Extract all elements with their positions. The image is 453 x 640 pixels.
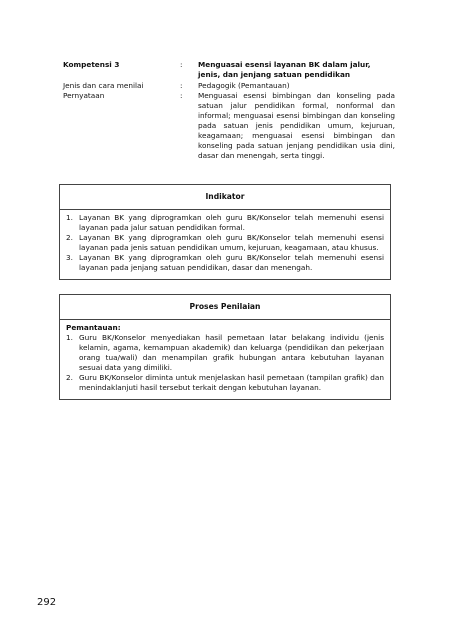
item-text: Guru BK/Konselor menyediakan hasil pemetaan latar belakang individu (jenis kelamin, agama, kemampuan akademik) dan keluarga (pendidikan dan pekerjaan orang tua/wali) dan menampilan grafik hubungan antara kebutuhan layanan sesuai data yang dimiliki. xyxy=(79,333,384,372)
statement-row xyxy=(63,91,395,161)
item-text: Layanan BK yang diprogramkan oleh guru BK/Konselor telah memenuhi esensi layanan pada jenis satuan pendidikan umum, kejuruan, keagamaan, atau khusus. xyxy=(79,233,384,252)
competency-value: Menguasai esensi layanan BK dalam jalur, jenis, dan jenjang satuan pendidikan xyxy=(198,60,371,79)
page-number: 292 xyxy=(37,597,57,608)
monitoring-subheading: Pemantauan: xyxy=(66,323,121,332)
assessment-process-box xyxy=(59,294,391,400)
assessment-type-label: Jenis dan cara menilai xyxy=(63,81,144,90)
colon: : xyxy=(180,60,183,69)
item-text: Layanan BK yang diprogramkan oleh guru BK/Konselor telah memenuhi esensi layanan pada jenjang satuan pendidikan, dasar dan menengah. xyxy=(79,253,384,272)
statement-value: Menguasai esensi bimbingan dan konseling pada satuan jalur pendidikan formal, nonformal dan informal; menguasai esensi bimbingan dan konseling pada satuan jenis pendidikan umum, kejuruan, keagamaan; menguasai esensi bimbingan dan konseling pada satuan jenjang pendidikan usia dini, dasar dan menengah, serta tinggi. xyxy=(198,91,395,160)
indicator-item xyxy=(66,233,384,253)
item-number: 2. xyxy=(66,233,73,242)
indicator-box xyxy=(59,184,391,280)
process-item xyxy=(66,373,384,393)
colon: : xyxy=(180,81,183,90)
item-text: Layanan BK yang diprogramkan oleh guru BK/Konselor telah memenuhi esensi layanan pada jalur satuan pendidikan formal. xyxy=(79,213,384,232)
item-number: 1. xyxy=(66,213,73,222)
competency-header xyxy=(63,60,395,161)
assessment-process-title: Proses Penilaian xyxy=(60,295,390,320)
competency-row xyxy=(63,60,395,80)
indicator-item xyxy=(66,253,384,273)
process-list xyxy=(66,333,384,393)
indicator-title: Indikator xyxy=(60,185,390,210)
competency-label: Kompetensi 3 xyxy=(63,60,120,69)
item-text: Guru BK/Konselor diminta untuk menjelaskan hasil pemetaan (tampilan grafik) dan menindaklanjuti hasil tersebut terkait dengan kebutuhan layanan. xyxy=(79,373,384,392)
assessment-process-body xyxy=(60,320,390,399)
item-number: 3. xyxy=(66,253,73,262)
item-number: 1. xyxy=(66,333,73,342)
statement-label: Pernyataan xyxy=(63,91,105,100)
assessment-type-row xyxy=(63,81,395,91)
colon: : xyxy=(180,91,183,100)
item-number: 2. xyxy=(66,373,73,382)
indicator-item xyxy=(66,213,384,233)
assessment-type-value: Pedagogik (Pemantauan) xyxy=(198,81,290,90)
indicator-list xyxy=(66,213,384,273)
indicator-body xyxy=(60,210,390,279)
process-item xyxy=(66,333,384,373)
